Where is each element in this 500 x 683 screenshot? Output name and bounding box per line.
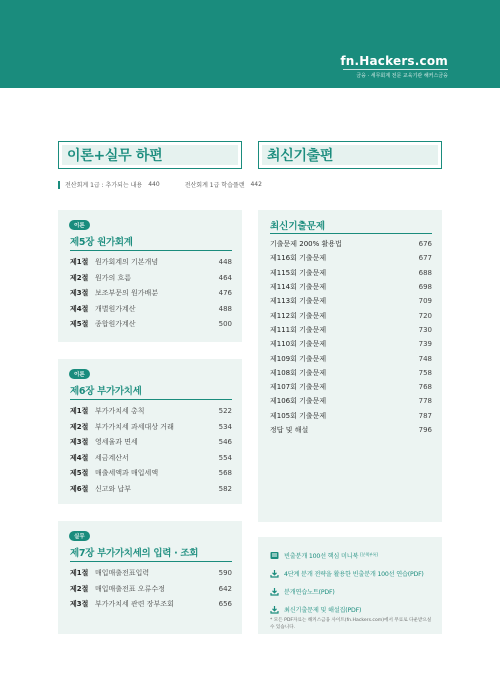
section-page: 642 <box>218 584 232 593</box>
section-page: 522 <box>218 407 232 415</box>
right-heading-text: 최신기출편 <box>267 148 334 164</box>
section-name: 부가가치세 관련 장부조회 <box>95 600 174 608</box>
exam-page: 748 <box>418 354 432 363</box>
section-page: 476 <box>218 289 232 297</box>
book-icon <box>270 551 279 560</box>
download-icon <box>270 605 279 614</box>
section-number: 제2절 <box>70 422 89 431</box>
section-number: 제5절 <box>70 469 89 477</box>
exam-name: 제110회 기출문제 <box>270 340 327 349</box>
chapter-title[interactable]: 제5장 원가회계 <box>70 237 133 248</box>
exam-panel-title[interactable]: 최신기출문제 <box>270 221 326 232</box>
section-name: 세금계산서 <box>95 453 129 462</box>
section-number: 제1절 <box>70 569 89 577</box>
exam-name: 제108회 기출문제 <box>270 368 327 377</box>
exam-row[interactable] <box>270 308 432 322</box>
section-name: 신고와 납부 <box>95 484 132 493</box>
section-number: 제3절 <box>70 600 89 608</box>
exam-row[interactable] <box>270 280 432 294</box>
exam-name: 제112회 기출문제 <box>270 311 327 320</box>
brand-name[interactable]: fn.Hackers.com <box>340 54 448 68</box>
reference-page-2: 442 <box>250 181 262 188</box>
section-page: 590 <box>218 569 232 577</box>
toc-row[interactable] <box>70 304 232 320</box>
section-name: 보조부문의 원가배분 <box>95 289 159 297</box>
section-page: 546 <box>218 438 232 446</box>
toc-row[interactable] <box>70 288 232 304</box>
section-list <box>70 568 232 615</box>
exam-row[interactable] <box>270 251 432 265</box>
extra-item-minibook[interactable] <box>270 546 435 564</box>
exam-list <box>270 237 432 437</box>
exam-row[interactable] <box>270 409 432 423</box>
extra-item-label: 4단계 분개 전략을 활용한 빈출분개 100선 연습(PDF) <box>284 570 424 578</box>
exam-name: 제107회 기출문제 <box>270 383 327 392</box>
section-list <box>70 406 232 499</box>
toc-row[interactable] <box>70 257 232 273</box>
extras-panel <box>258 537 442 634</box>
section-number: 제3절 <box>70 289 89 297</box>
toc-row[interactable] <box>70 468 232 484</box>
exam-page: 709 <box>418 297 432 306</box>
exam-name: 제109회 기출문제 <box>270 354 327 363</box>
section-page: 656 <box>218 600 232 608</box>
section-name: 매입매출전표입력 <box>95 569 150 577</box>
section-number: 제4절 <box>70 304 89 313</box>
exam-name: 제105회 기출문제 <box>270 411 327 420</box>
section-number: 제1절 <box>70 407 89 415</box>
section-number: 제3절 <box>70 438 89 446</box>
exam-page: 778 <box>418 397 432 406</box>
section-name: 매출세액과 매입세액 <box>95 469 159 477</box>
section-name: 영세율과 면세 <box>95 438 138 446</box>
extras-list <box>270 546 435 618</box>
exam-name: 제114회 기출문제 <box>270 283 327 292</box>
exam-page: 688 <box>418 268 432 277</box>
section-number: 제4절 <box>70 453 89 462</box>
chapter-panel-6 <box>58 359 242 504</box>
toc-row[interactable] <box>70 406 232 422</box>
section-page: 534 <box>218 422 232 431</box>
section-name: 원가의 흐름 <box>95 273 132 282</box>
section-number: 제1절 <box>70 258 89 266</box>
exam-name: 제106회 기출문제 <box>270 397 327 406</box>
toc-row[interactable] <box>70 584 232 600</box>
toc-row[interactable] <box>70 273 232 289</box>
chapter-panel-5 <box>58 210 242 342</box>
left-heading-text: 이론+실무 하편 <box>67 148 163 164</box>
exam-page: 698 <box>418 283 432 292</box>
reference-page-1: 440 <box>148 181 160 188</box>
toc-row[interactable] <box>70 453 232 469</box>
extra-item-tag: [분책부록] <box>360 552 378 557</box>
exam-panel <box>258 210 442 522</box>
download-icon <box>270 587 279 596</box>
section-number: 제6절 <box>70 484 89 493</box>
section-number: 제2절 <box>70 584 89 593</box>
section-page: 448 <box>218 258 232 266</box>
section-name: 부가가치세 과세대상 거래 <box>95 422 174 431</box>
brand-subtitle: 금융 · 세무회계 전문 교육기관 해커스금융 <box>356 73 448 79</box>
section-number: 제2절 <box>70 273 89 282</box>
exam-row[interactable] <box>270 351 432 365</box>
chapter-divider <box>70 399 232 400</box>
header-bar <box>0 0 500 88</box>
section-page: 488 <box>218 304 232 313</box>
left-section-heading <box>58 141 242 169</box>
download-icon <box>270 569 279 578</box>
extra-item-label: 최신기출문제 및 해설집(PDF) <box>284 606 362 614</box>
extra-item-notes-pdf[interactable] <box>270 582 435 600</box>
extra-item-label: 분개연습노트(PDF) <box>284 588 335 596</box>
section-list <box>70 257 232 335</box>
chapter-title[interactable]: 제6장 부가가치세 <box>70 386 142 397</box>
exam-page: 768 <box>418 383 432 392</box>
exam-row[interactable] <box>270 237 432 251</box>
exam-page: 758 <box>418 368 432 377</box>
chapter-tag: 이론 <box>69 220 90 230</box>
exam-page: 676 <box>418 240 432 249</box>
section-page: 500 <box>218 320 232 328</box>
exam-row[interactable] <box>270 366 432 380</box>
toc-row[interactable] <box>70 484 232 500</box>
exam-row[interactable] <box>270 294 432 308</box>
toc-row[interactable] <box>70 599 232 615</box>
exam-divider <box>270 233 432 234</box>
toc-row[interactable] <box>70 437 232 453</box>
exam-page: 796 <box>418 426 432 434</box>
exam-page: 720 <box>418 311 432 320</box>
exam-row[interactable] <box>270 266 432 280</box>
section-page: 554 <box>218 453 232 462</box>
exam-name: 제116회 기출문제 <box>270 254 327 263</box>
section-page: 568 <box>218 469 232 477</box>
section-name: 원가회계의 기본개념 <box>95 258 159 266</box>
extra-item-label: 빈출분개 100선 핵심 미니북 <box>284 552 359 560</box>
chapter-tag: 이론 <box>69 369 90 379</box>
section-name: 개별원가계산 <box>95 304 136 313</box>
extras-footnote: * 모든 PDF자료는 해커스금융 사이트(fn.Hackers.com)에서 무료로 다운받으실 수 있습니다. <box>270 618 432 630</box>
chapter-panel-7 <box>58 521 242 634</box>
section-name: 부가가치세 총칙 <box>95 407 145 415</box>
section-name: 매입매출전표 오류수정 <box>95 584 165 593</box>
section-number: 제5절 <box>70 320 89 328</box>
chapter-divider <box>70 250 232 251</box>
exam-row[interactable] <box>270 323 432 337</box>
exam-page: 730 <box>418 325 432 334</box>
exam-name: 제111회 기출문제 <box>270 325 327 334</box>
exam-page: 677 <box>418 254 432 263</box>
chapter-divider <box>70 561 232 562</box>
section-name: 종합원가계산 <box>95 320 136 328</box>
exam-name: 제113회 기출문제 <box>270 297 327 306</box>
brand-divider <box>343 69 448 70</box>
chapter-title[interactable]: 제7장 부가가치세의 입력 · 조회 <box>70 548 199 559</box>
exam-row[interactable] <box>270 380 432 394</box>
section-page: 464 <box>218 273 232 282</box>
toc-row[interactable] <box>70 568 232 584</box>
exam-row[interactable] <box>270 423 432 437</box>
exam-row[interactable] <box>270 394 432 408</box>
chapter-tag: 실무 <box>69 531 90 541</box>
exam-name: 정답 및 해설 <box>270 426 309 434</box>
toc-row[interactable] <box>70 422 232 438</box>
reference-line <box>58 180 262 189</box>
reference-item-1[interactable]: 전산회계 1급 : 추가되는 내용 <box>65 182 143 189</box>
extra-item-practice-pdf[interactable] <box>270 564 435 582</box>
section-page: 582 <box>218 484 232 493</box>
right-section-heading <box>258 141 442 169</box>
reference-marker <box>58 181 60 189</box>
exam-page: 739 <box>418 340 432 349</box>
reference-item-2[interactable]: 전산회계 1급 학습플랜 <box>184 182 245 189</box>
toc-row[interactable] <box>70 319 232 335</box>
exam-name: 제115회 기출문제 <box>270 268 327 277</box>
exam-row[interactable] <box>270 337 432 351</box>
extra-item-exams-pdf[interactable] <box>270 600 435 618</box>
exam-page: 787 <box>418 411 432 420</box>
exam-name: 기출문제 200% 활용법 <box>270 240 342 249</box>
